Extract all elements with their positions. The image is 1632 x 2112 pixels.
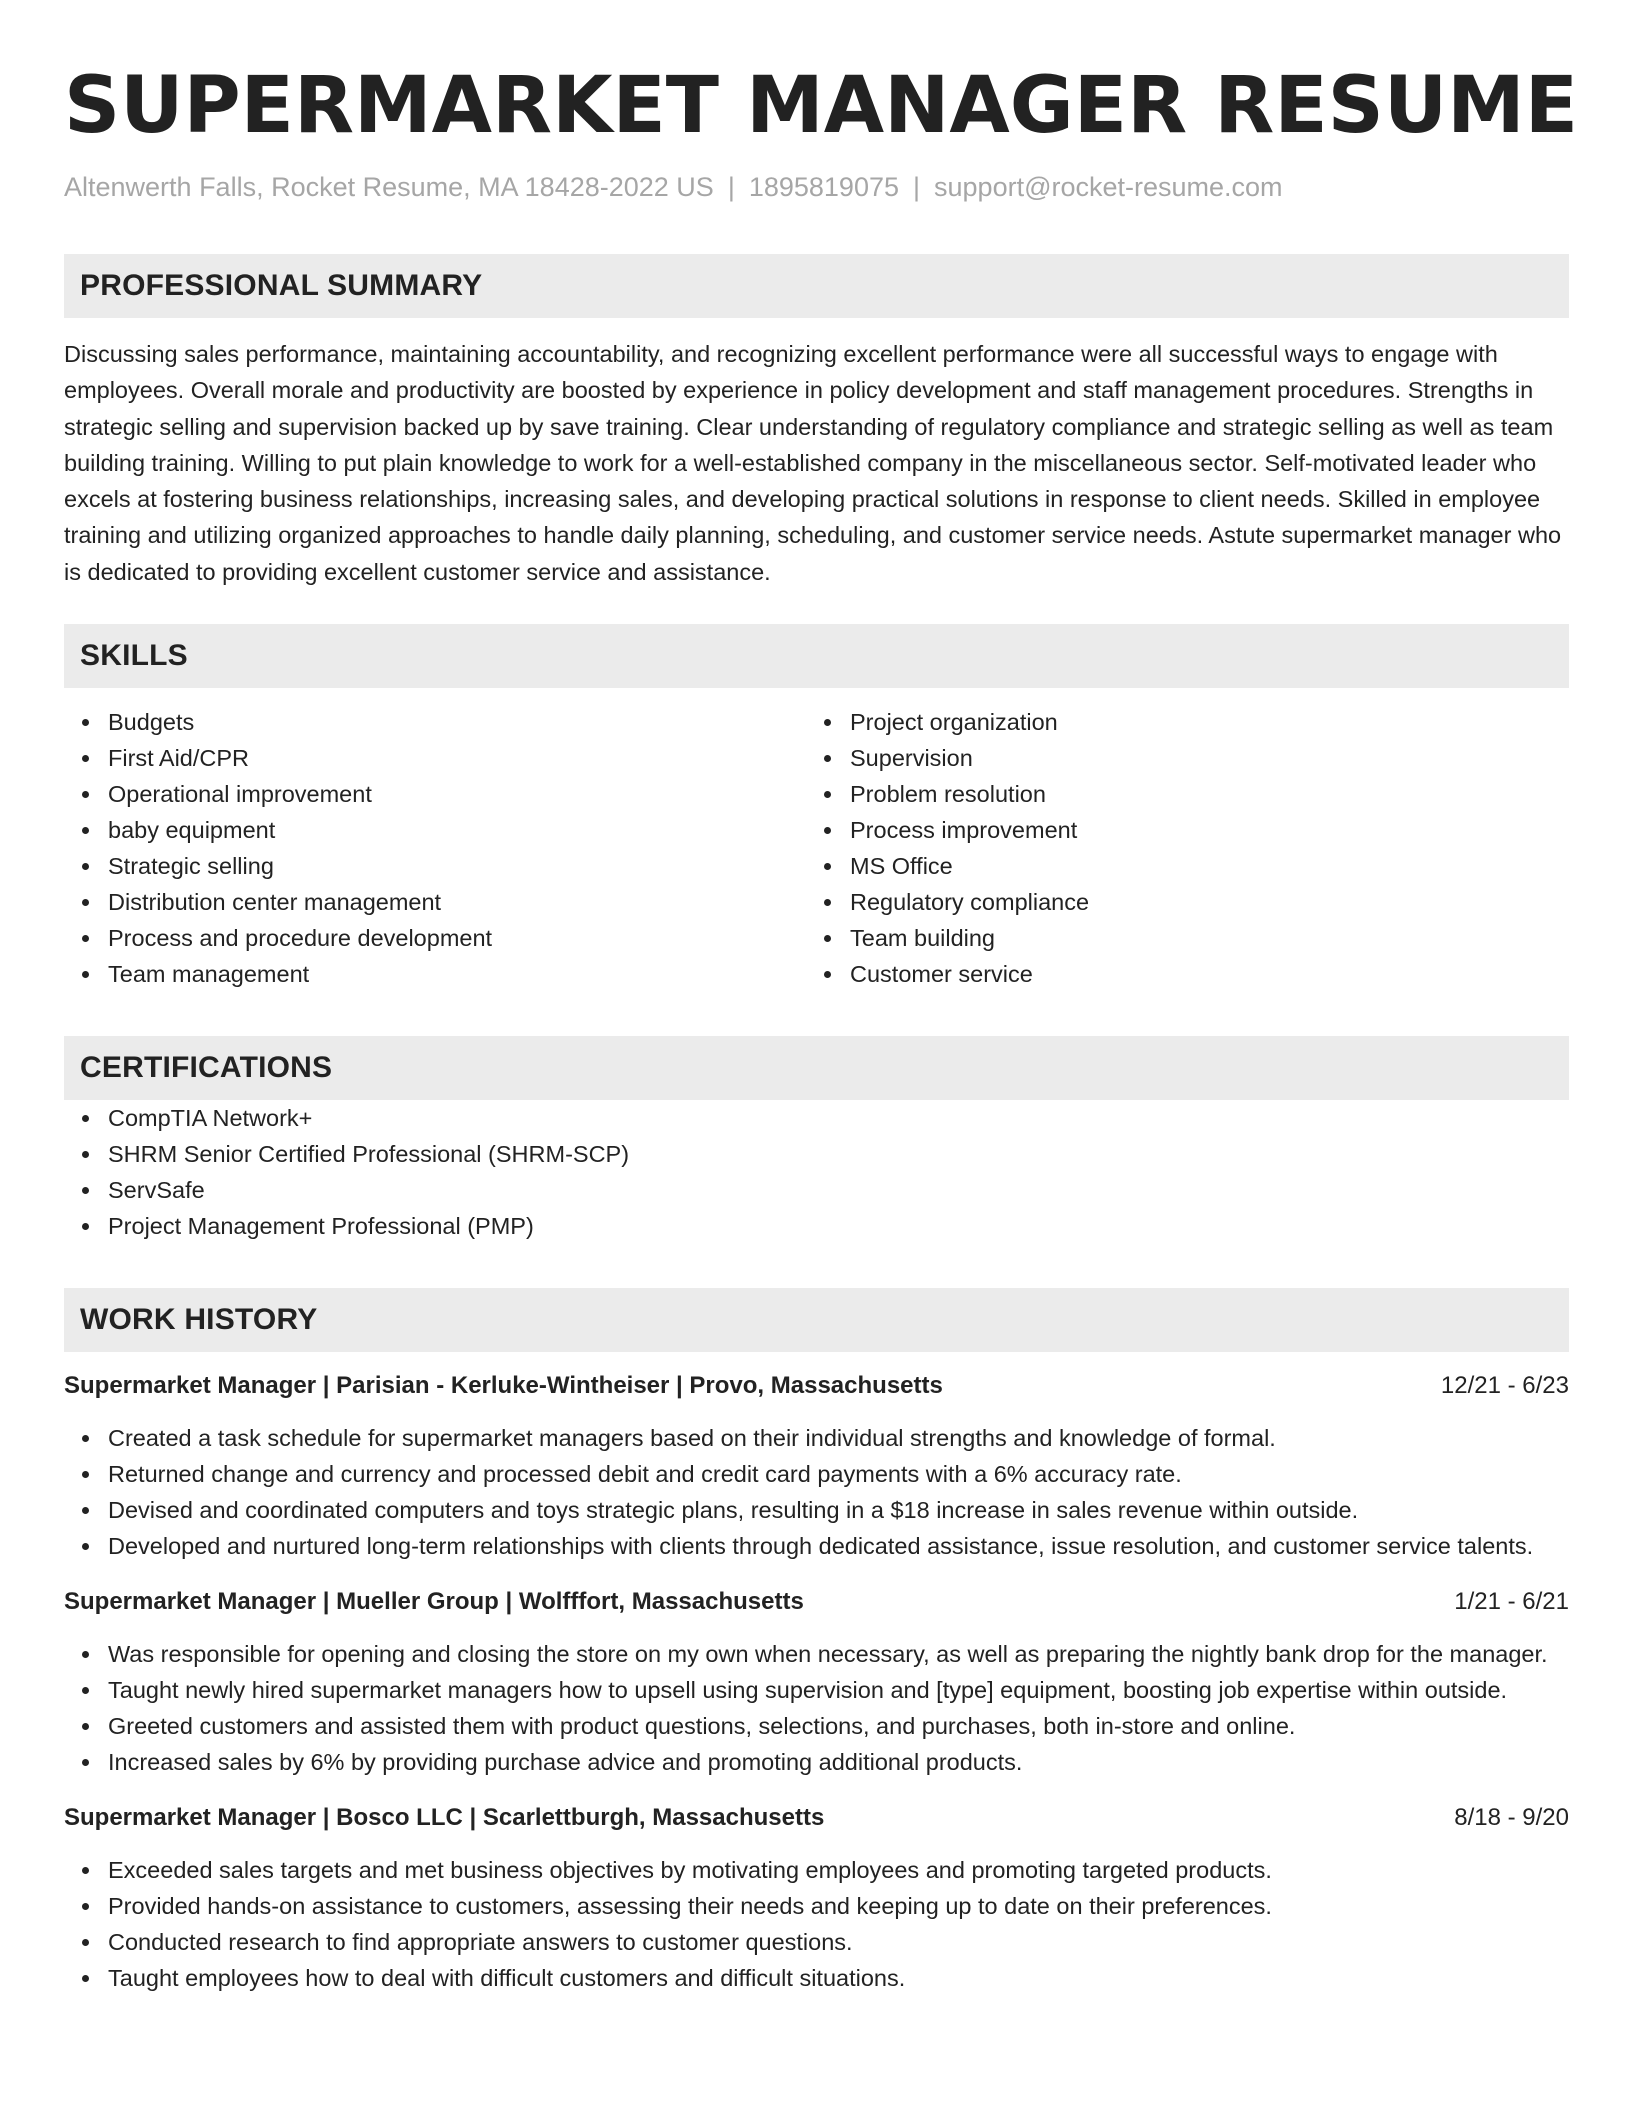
job-bullet: Developed and nurtured long-term relationships with clients through dedicated assistance, issue resolution, and customer service talents.: [108, 1528, 1569, 1564]
job-header: [64, 1368, 1569, 1404]
job-bullet: Provided hands-on assistance to customers, assessing their needs and keeping up to date on their preferences.: [108, 1888, 1569, 1924]
job-bullet: Increased sales by 6% by providing purchase advice and promoting additional products.: [108, 1744, 1569, 1780]
job-bullet: Taught newly hired supermarket managers how to upsell using supervision and [type] equipment, boosting job expertise within outside.: [108, 1672, 1569, 1708]
skill-item: Regulatory compliance: [850, 884, 1548, 920]
skill-item: Customer service: [850, 956, 1548, 992]
skill-item: Process and procedure development: [108, 920, 806, 956]
job-entry: [64, 1368, 1569, 1564]
job-dates: 8/18 - 9/20: [1454, 1804, 1569, 1832]
job-dates: 12/21 - 6/23: [1440, 1372, 1569, 1400]
job-header: [64, 1584, 1569, 1620]
job-bullet: Created a task schedule for supermarket managers based on their individual strengths and knowledge of formal.: [108, 1420, 1569, 1456]
job-bullet: Exceeded sales targets and met business objectives by motivating employees and promoting targeted products.: [108, 1852, 1569, 1888]
skill-item: Distribution center management: [108, 884, 806, 920]
job-title: Supermarket Manager | Mueller Group | Wolfffort, Massachusetts: [64, 1588, 804, 1616]
skill-item: Operational improvement: [108, 776, 806, 812]
skill-item: First Aid/CPR: [108, 740, 806, 776]
contact-separator: |: [913, 172, 921, 202]
resume-page: [64, 0, 1579, 1996]
section-header-summary: [64, 254, 1569, 318]
job-entry: [64, 1800, 1569, 1996]
job-bullet: Conducted research to find appropriate answers to customer questions.: [108, 1924, 1569, 1960]
skills-list-right: [806, 704, 1548, 992]
contact-email[interactable]: support@rocket-resume.com: [934, 172, 1283, 202]
contact-line: [64, 170, 1569, 204]
certification-item: CompTIA Network+: [108, 1100, 1569, 1136]
skill-item: baby equipment: [108, 812, 806, 848]
job-bullets: [64, 1636, 1569, 1780]
section-header-skills: [64, 624, 1569, 688]
section-title-certifications: CERTIFICATIONS: [80, 1051, 333, 1085]
section-title-work-history: WORK HISTORY: [80, 1303, 318, 1337]
job-bullet: Greeted customers and assisted them with product questions, selections, and purchases, both in-store and online.: [108, 1708, 1569, 1744]
contact-phone: 1895819075: [748, 172, 899, 202]
job-dates: 1/21 - 6/21: [1454, 1588, 1569, 1616]
skills-column-right: [806, 704, 1548, 992]
skill-item: Team management: [108, 956, 806, 992]
skills-column-left: [64, 704, 806, 992]
section-title-skills: SKILLS: [80, 639, 188, 673]
section-title-summary: PROFESSIONAL SUMMARY: [80, 269, 483, 302]
summary-text: Discussing sales performance, maintaining accountability, and recognizing excellent performance were all successful ways to engage with employees. Overall morale and productivity are boosted by experience in policy development and staff management procedures. Strengths in strategic selling and supervision backed up by save training. Clear understanding of regulatory compliance and strategic selling as well as team building training. Willing to put plain knowledge to work for a well-established company in the miscellaneous sector. Self-motivated leader who excels at fostering business relationships, increasing sales, and developing practical solutions in response to client needs. Skilled in employee training and utilizing organized approaches to handle daily planning, scheduling, and customer service needs. Astute supermarket manager who is dedicated to providing excellent customer service and assistance.: [64, 341, 1562, 585]
section-header-certifications: [64, 1036, 1569, 1100]
certification-item: Project Management Professional (PMP): [108, 1208, 1569, 1244]
job-bullet: Devised and coordinated computers and toys strategic plans, resulting in a $18 increase in sales revenue within outside.: [108, 1492, 1569, 1528]
skills-list-left: [64, 704, 806, 992]
certifications-list: [64, 1100, 1569, 1244]
skill-item: MS Office: [850, 848, 1548, 884]
section-header-work-history: [64, 1288, 1569, 1352]
job-entry: [64, 1584, 1569, 1780]
job-bullets: [64, 1852, 1569, 1996]
resume-title: SUPERMARKET MANAGER RESUME: [64, 61, 1579, 151]
contact-separator: |: [727, 172, 735, 202]
certification-item: SHRM Senior Certified Professional (SHRM-SCP): [108, 1136, 1569, 1172]
skills-grid: [64, 704, 1569, 992]
job-title: Supermarket Manager | Parisian - Kerluke-Wintheiser | Provo, Massachusetts: [64, 1372, 943, 1400]
job-title: Supermarket Manager | Bosco LLC | Scarlettburgh, Massachusetts: [64, 1804, 825, 1832]
skill-item: Strategic selling: [108, 848, 806, 884]
job-header: [64, 1800, 1569, 1836]
contact-address: Altenwerth Falls, Rocket Resume, MA 18428-2022 US: [64, 172, 714, 202]
skill-item: Team building: [850, 920, 1548, 956]
skill-item: Problem resolution: [850, 776, 1548, 812]
skill-item: Supervision: [850, 740, 1548, 776]
job-bullet: Returned change and currency and processed debit and credit card payments with a 6% accuracy rate.: [108, 1456, 1569, 1492]
job-bullets: [64, 1420, 1569, 1564]
skill-item: Project organization: [850, 704, 1548, 740]
job-bullet: Was responsible for opening and closing the store on my own when necessary, as well as preparing the nightly bank drop for the manager.: [108, 1636, 1569, 1672]
certification-item: ServSafe: [108, 1172, 1569, 1208]
job-bullet: Taught employees how to deal with difficult customers and difficult situations.: [108, 1960, 1569, 1996]
skill-item: Process improvement: [850, 812, 1548, 848]
skill-item: Budgets: [108, 704, 806, 740]
